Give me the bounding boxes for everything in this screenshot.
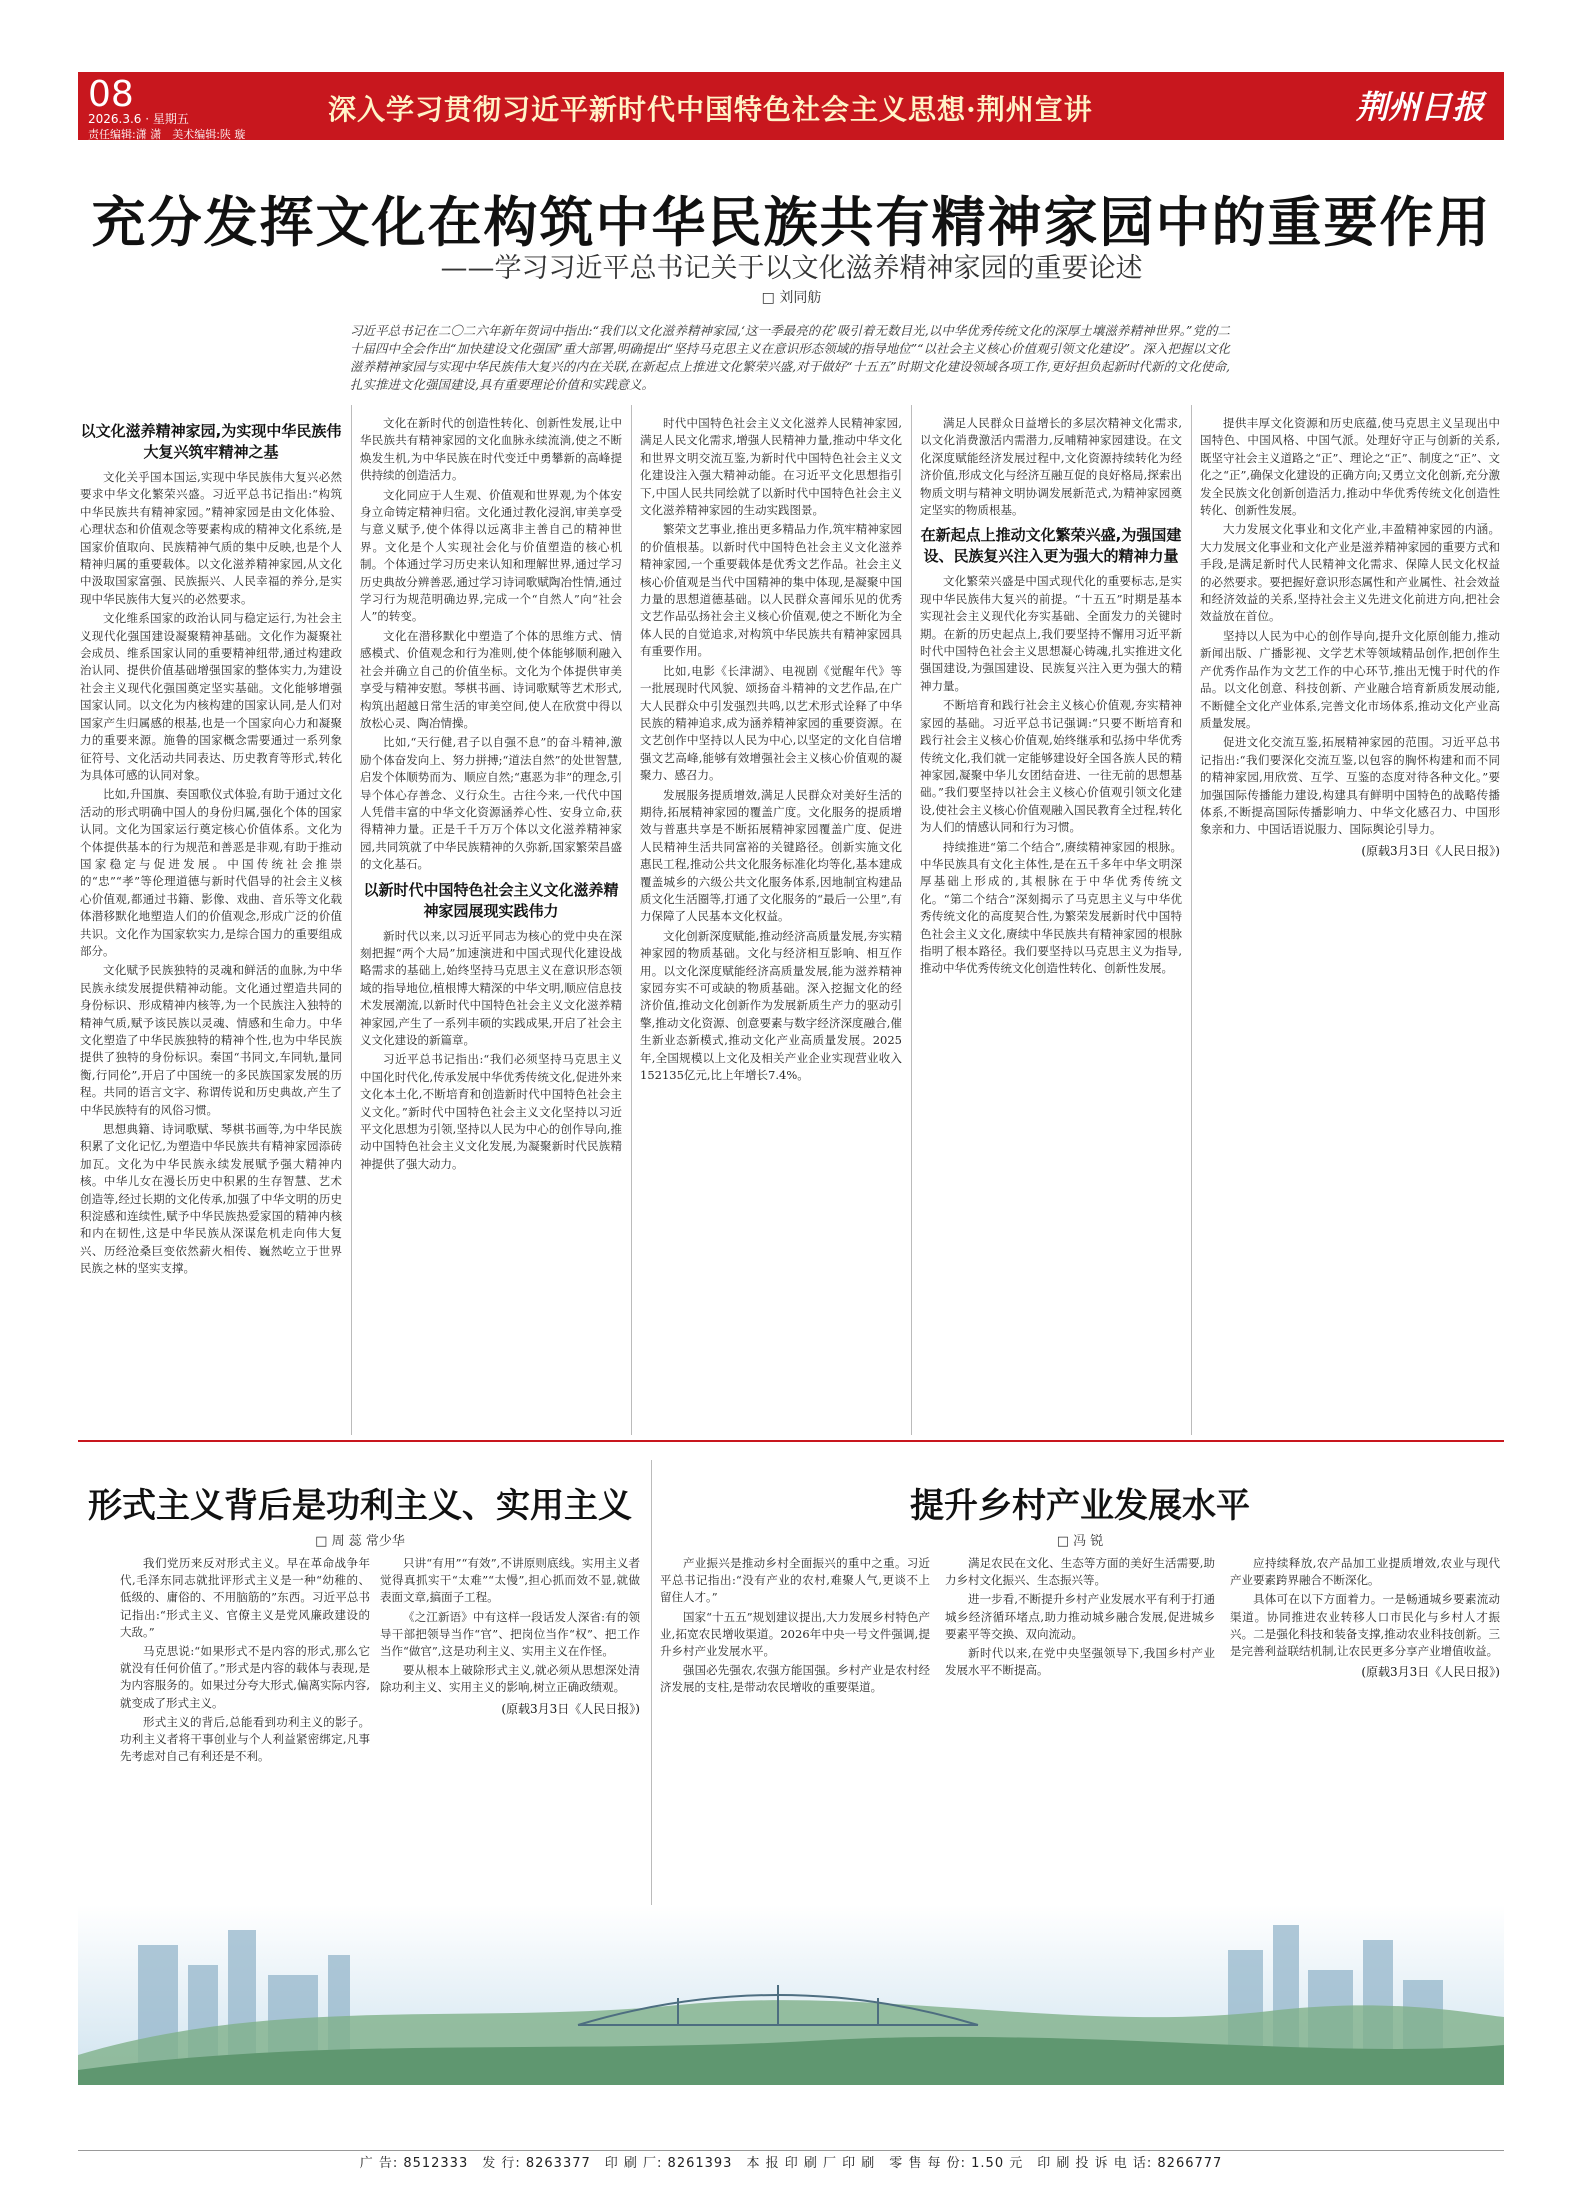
landscape-svg — [78, 1905, 1504, 2085]
article3-author: □ 冯 锐 — [1056, 1534, 1104, 1549]
article3-headline: 提升乡村产业发展水平 — [910, 1486, 1250, 1526]
paragraph: 文化在潜移默化中塑造了个体的思维方式、情感模式、价值观念和行为准则,使个体能够顺利融入社会并确立自己的价值坐标。文化为个体提供审美享受与精神安慰。琴棋书画、诗词歌赋等艺术形式,构筑出超越日常生活的审美空间,使人在欣赏中得以放松心灵、陶冶情操。 — [360, 628, 622, 730]
paragraph: 文化同应于人生观、价值观和世界观,为个体安身立命铸定精神归宿。文化通过教化浸润,审美享受与意义赋予,使个体得以远离非主善自己的精神世界。文化是个人实现社会化与价值塑造的核心机制。个体通过学习历史来认知和理解世界,通过学习历史典故分辨善恶,通过学习诗词歌赋陶冶性情,通过学习行为规范明确边界,完成一个“自然人”向“社会人”的转变。 — [360, 487, 622, 624]
article2-headline: 形式主义背后是功利主义、实用主义 — [88, 1486, 632, 1526]
page-footer: 广 告: 8512333 发 行: 8263377 印 刷 厂: 8261393 本 报 印 刷 厂 印 刷 零 售 每 份: 1.50 元 印 刷 投 诉 电 话: 8266777 — [78, 2150, 1504, 2177]
masthead-logo: 荆州日报 — [1355, 88, 1484, 126]
source-note: (原载3月3日《人民日报》) — [1361, 843, 1500, 858]
paragraph: 比如,“天行健,君子以自强不息”的奋斗精神,激励个体奋发向上、努力拼搏;“道法自然”的处世智慧,启发个体顺势而为、顺应自然;“惠恶为非”的理念,引导个体心存善念、义行众生。古往今来,一代代中国人凭借丰富的中华文化资源涵养心性、安身立命,获得精神力量。正是千千万万个体以文化滋养精神家园,共同筑就了中华民族精神的久弥新,国家繁荣昌盛的文化基石。 — [360, 735, 622, 872]
article2-author: □ 周 蕊 常少华 — [315, 1534, 405, 1549]
paragraph: 文化关乎国本国运,实现中华民族伟大复兴必然要求中华文化繁荣兴盛。习近平总书记指出:“构筑中华民族共有精神家园。”精神家园是由文化体验、心理状态和价值观念等要素构成的精神文化系统,是国家价值取向、民族精神气质的集中反映,也是个人精神归属的重要载体。以文化滋养精神家园,从文化中汲取国家富强、民族振兴、人民幸福的养分,是实现中华民族伟大复兴的必然要求。 — [80, 470, 342, 606]
paragraph: 习近平总书记指出:“我们必须坚持马克思主义中国化时代化,传承发展中华优秀传统文化,促进外来文化本土化,不断培育和创造新时代中国特色社会主义文化。”新时代中国特色社会主义文化坚持以习近平文化思想为引领,坚持以人民为中心的创作导向,推动中国特色社会主义文化发展,为凝聚新时代民族精神提供了强大动力。 — [360, 1052, 622, 1171]
paragraph: 我们党历来反对形式主义。早在革命战争年代,毛泽东同志就批评形式主义是一种“幼稚的、低级的、庸俗的、不用脑筋的”东西。习近平总书记指出:“形式主义、官僚主义是党风廉政建设的大敌。” — [120, 1556, 370, 1639]
page-number: 08 — [88, 74, 134, 115]
paragraph: 文化赋予民族独特的灵魂和鲜活的血脉,为中华民族永续发展提供精神动能。文化通过塑造共同的身份标识、形成精神内核等,为一个民族注入独特的精神气质,赋予该民族以灵魂、情感和生命力。中华文化塑造了中华民族独特的精神个性,也为中华民族提供了独特的身份标识。秦国“书同文,车同轨,量同衡,行同伦”,开启了中国统一的多民族国家发展的历程。共同的语言文字、称谓传说和历史典故,产生了中华民族特有的风俗习惯。 — [80, 963, 342, 1117]
page-header — [78, 72, 1504, 140]
paragraph: 具体可在以下方面着力。一是畅通城乡要素流动渠道。协同推进农业转移人口市民化与乡村人才振兴。二是强化科技和装备支撑,推动农业科技创新。三是完善利益联结机制,让农民更多分享产业增值收益。 — [1230, 1592, 1500, 1659]
source-note: (原载3月3日《人民日报》) — [1361, 1665, 1500, 1680]
source-note: (原载3月3日《人民日报》) — [501, 1701, 640, 1716]
paragraph: 《之江新语》中有这样一段话发人深省:有的领导干部把领导当作“官”、把岗位当作“权”、把工作当作“做官”,这是功利主义、实用主义在作怪。 — [380, 1609, 640, 1659]
paragraph: 提供丰厚文化资源和历史底蕴,使马克思主义呈现出中国特色、中国风格、中国气派。处理好守正与创新的关系,既坚守社会主义道路之“正”、理论之“正”、制度之“正”、文化之“正”,确保文化建设的正确方向;又勇立文化创新,充分激发全民族文化创新创造活力,推动中华优秀传统文化创造性转化、创新性发展。 — [1200, 416, 1500, 518]
paragraph: 思想典籍、诗词歌赋、琴棋书画等,为中华民族积累了文化记忆,为塑造中华民族共有精神家园添砖加瓦。文化为中华民族永续发展赋予强大精神内核。中华儿女在漫长历史中积累的生存智慧、艺术创造等,经过长期的文化传承,加强了中华文明的历史积淀感和连续性,赋予中华民族热爱家国的精神内核和内在韧性,这是中华民族从深谋危机走向伟大复兴、历经沧桑巨变依然薪火相传、巍然屹立于世界民族之林的坚实支撑。 — [80, 1122, 342, 1276]
paragraph: 不断培育和践行社会主义核心价值观,夯实精神家园的基础。习近平总书记强调:“只要不断培育和践行社会主义核心价值观,始终继承和弘扬中华优秀传统文化,我们就一定能够建设好全国各族人民的精神家园,凝聚中华儿女团结奋进、一往无前的思想基础。”我们要坚持以社会主义核心价值观引领文化建设,使社会主义核心价值观融入国民教育全过程,转化为人们的情感认同和行为习惯。 — [920, 698, 1182, 835]
paragraph: 繁荣文艺事业,推出更多精品力作,筑牢精神家园的价值根基。以新时代中国特色社会主义文化滋养精神家园,一个重要载体是优秀文艺作品。社会主义核心价值观是当代中国精神的集中体现,是凝聚中国力量的思想道德基础。以人民群众喜闻乐见的优秀文艺作品弘扬社会主义核心价值观,使之不断化为全体人民的自觉追求,对构筑中华民族共有精神家园具有重要作用。 — [640, 522, 902, 659]
article-column-4 — [920, 415, 1182, 1435]
article-intro: 习近平总书记在二〇二六年新年贺词中指出:“我们以文化滋养精神家园,‘这一季最亮的花’吸引着无数目光,以中华优秀传统文化的深厚土壤滋养精神世界。”党的二十届四中全会作出“加快建设文化强国”重大部署,明确提出“坚持马克思主义在意识形态领域的指导地位”“以社会主义核心价值观引领文化建设”。深入把握以文化滋养精神家园与实现中华民族伟大复兴的内在关联,在新起点上推进文化繁荣兴盛,对于做好“十五五”时期文化建设领域各项工作,更好担负起新时代新的文化使命,扎实推进文化强国建设,具有重要理论价值和实践意义。 — [350, 323, 1230, 392]
article-column-1 — [80, 415, 342, 1435]
section-rule — [78, 1440, 1504, 1442]
paragraph: 满足农民在文化、生态等方面的美好生活需要,助力乡村文化振兴、生态振兴等。 — [945, 1556, 1215, 1588]
section-heading-1: 以文化滋养精神家园,为实现中华民族伟大复兴筑牢精神之基 — [80, 422, 342, 461]
paragraph: 比如,电影《长津湖》、电视剧《觉醒年代》等一批展现时代风貌、颂扬奋斗精神的文艺作品,在广大人民群众中引发强烈共鸣,以艺术形式诠释了中华民族的精神追求,成为涵养精神家园的重要资源。在文艺创作中坚持以人民为中心,以坚定的文化自信增强文艺高峰,能够有效增强社会主义核心价值观的凝聚力、感召力。 — [640, 663, 902, 783]
paragraph: 要从根本上破除形式主义,就必须从思想深处清除功利主义、实用主义的影响,树立正确政绩观。 — [380, 1663, 640, 1695]
article-column-2 — [360, 415, 622, 1435]
editors-credit: 责任编辑:潇 潇 美术编辑:陕 璇 — [88, 128, 246, 141]
column-divider — [351, 405, 352, 1435]
paragraph: 促进文化交流互鉴,拓展精神家园的范围。习近平总书记指出:“我们要深化交流互鉴,以包容的胸怀构建和而不同的精神家园,用欣赏、互学、互鉴的态度对待各种文化。”要加强国际传播能力建设,构建具有鲜明中国特色的战略传播体系,不断提高国际传播影响力、中华文化感召力、中国形象亲和力、中国话语说服力、国际舆论引导力。 — [1200, 735, 1500, 837]
paragraph: 时代中国特色社会主义文化滋养人民精神家园,满足人民文化需求,增强人民精神力量,推动中华文化和世界文明交流互鉴,为新时代中国特色社会主义文化建设注入强大精神动能。在习近平文化思想指引下,中国人民共同绘就了以新时代中国特色社会主义文化滋养精神家园的生动实践图景。 — [640, 416, 902, 518]
paragraph: 新时代以来,在党中央坚强领导下,我国乡村产业发展水平不断提高。 — [945, 1646, 1215, 1678]
paragraph: 文化繁荣兴盛是中国式现代化的重要标志,是实现中华民族伟大复兴的前提。“十五五”时期是基本实现社会主义现代化夯实基础、全面发力的关键时期。在新的历史起点上,我们要坚持不懈用习近平新时代中国特色社会主义思想凝心铸魂,扎实推进文化强国建设,为强国建设、民族复兴注入更为强大的精神力量。 — [920, 574, 1182, 693]
column-divider — [911, 405, 912, 1435]
article-column-3 — [640, 415, 902, 1435]
paragraph: 新时代以来,以习近平同志为核心的党中央在深刻把握“两个大局”加速演进和中国式现代化建设战略需求的基础上,始终坚持马克思主义在意识形态领域的指导地位,植根博大精深的中华文明,顺应信息技术发展潮流,以新时代中国特色社会主义文化滋养精神家园,产生了一系列丰硕的实践成果,开启了社会主义文化建设的新篇章。 — [360, 928, 622, 1047]
section-heading-2: 以新时代中国特色社会主义文化滋养精神家园展现实践伟力 — [363, 880, 619, 920]
issue-date: 2026.3.6 · 星期五 — [88, 112, 189, 126]
paragraph: 形式主义的背后,总能看到功利主义的影子。功利主义者将干事创业与个人利益紧密绑定,凡事先考虑对自己有利还是不利。 — [120, 1714, 370, 1764]
paragraph: 发展服务提质增效,满足人民群众对美好生活的期待,拓展精神家园的覆盖广度。文化服务的提质增效与普惠共享是不断拓展精神家园覆盖广度、促进人民精神生活共同富裕的关键路径。创新实施文化惠民工程,推动公共文化服务标准化均等化,基本建成覆盖城乡的六级公共文化服务体系,因地制宜构建品质文化生活圈等,打通了文化服务的“最后一公里”,有力保障了人民基本文化权益。 — [640, 787, 902, 924]
column-divider — [1191, 405, 1192, 1435]
paragraph: 国家“十五五”规划建议提出,大力发展乡村特色产业,拓宽农民增收渠道。2026年中央一号文件强调,提升乡村产业发展水平。 — [660, 1609, 930, 1659]
paragraph: 强国必先强农,农强方能国强。乡村产业是农村经济发展的支柱,是带动农民增收的重要渠道。 — [660, 1663, 930, 1695]
main-author: □ 刘同舫 — [761, 290, 822, 306]
paragraph: 马克思说:“如果形式不是内容的形式,那么它就没有任何价值了。”形式是内容的载体与表现,是为内容服务的。如果过分夸大形式,偏离实际内容,就变成了形式主义。 — [120, 1644, 370, 1710]
paragraph: 只讲“有用”“有效”,不讲原则底线。实用主义者觉得真抓实干“太难”“太慢”,担心抓而效不显,就做表面文章,搞面子工程。 — [380, 1556, 640, 1605]
column-divider — [631, 405, 632, 1435]
paragraph: 进一步看,不断提升乡村产业发展水平有利于打通城乡经济循环堵点,助力推动城乡融合发展,促进城乡要素平等交换、双向流动。 — [945, 1592, 1215, 1641]
paragraph: 坚持以人民为中心的创作导向,提升文化原创能力,推动新闻出版、广播影视、文学艺术等领域精品创作,把创作生产优秀作品作为文艺工作的中心环节,推出无愧于时代的作品。以文化创意、科技创新、产业融合培育新质发展动能,不断健全文化产业体系,完善文化市场体系,推动文化产业高质量发展。 — [1200, 628, 1500, 730]
paragraph: 文化在新时代的创造性转化、创新性发展,让中华民族共有精神家园的文化血脉永续流淌,使之不断焕发生机,为中华民族在时代变迁中勇攀新的高峰提供持续的创造活力。 — [360, 416, 622, 483]
paragraph: 比如,升国旗、奏国歌仪式体验,有助于通过文化活动的形式明确中国人的身份归属,强化个体的国家认同。文化为国家运行奠定核心价值体系。文化为个体提供基本的行为规范和善恶是非观,有助于推动国家稳定与促进发展。中国传统社会推崇的“忠”“孝”等伦理道德与新时代倡导的社会主义核心价值观,都通过书籍、影像、戏曲、音乐等文化载体潜移默化地塑造人们的价值观念,形成广泛的价值共识。文化作为国家软实力,是综合国力的重要组成部分。 — [80, 787, 342, 958]
column-divider — [651, 1460, 652, 1910]
decorative-landscape-illustration — [78, 1905, 1504, 2085]
paragraph: 持续推进“第二个结合”,赓续精神家园的根脉。中华民族具有文化主体性,是在五千多年中华文明深厚基础上形成的,其根脉在于中华优秀传统文化。“第二个结合”深刻揭示了马克思主义与中华优秀传统文化的高度契合性,为繁荣发展新时代中国特色社会主义文化,赓续中华民族共有精神家园的根脉指明了根本路径。我们要坚持以马克思主义为指导,推动中华优秀传统文化创造性转化、创新性发展。 — [920, 839, 1182, 976]
paragraph: 大力发展文化事业和文化产业,丰盈精神家园的内涵。大力发展文化事业和文化产业是滋养精神家园的重要方式和手段,是满足新时代人民精神文化需求、保障人民文化权益的必然要求。要把握好意识形态属性和产业属性、社会效益和经济效益的关系,坚持社会主义先进文化前进方向,把社会效益放在首位。 — [1200, 522, 1500, 624]
section-heading-3: 在新起点上推动文化繁荣兴盛,为强国建设、民族复兴注入更为强大的精神力量 — [920, 526, 1182, 566]
paragraph: 应持续释放,农产品加工业提质增效,农业与现代产业要素跨界融合不断深化。 — [1230, 1556, 1500, 1588]
paragraph: 满足人民群众日益增长的多层次精神文化需求,以文化消费激活内需潜力,反哺精神家园建设。在文化深度赋能经济发展过程中,文化资源持续转化为经济价值,形成文化与经济互融互促的良好格局,探索出物质文明与精神文明协调发展新范式,为精神家园奠定坚实的物质根基。 — [920, 416, 1182, 518]
paragraph: 文化维系国家的政治认同与稳定运行,为社会主义现代化强国建设凝聚精神基础。文化作为凝聚社会成员、维系国家认同的重要精神纽带,通过构建政治认同、提供价值基础增强国家的整体实力,为建设社会主义现代化强国奠定坚实基础。文化能够增强国家认同。以文化为内核构建的国家认同,是人们对国家产生归属感的根基,也是一个国家向心力和凝聚力的重要来源。施鲁的国家概念需要通过一系列象征符号、文化活动共同表达、历史教育等形式,转化为具体可感的认同对象。 — [80, 611, 342, 782]
paragraph: 文化创新深度赋能,推动经济高质量发展,夯实精神家园的物质基础。文化与经济相互影响、相互作用。以文化深度赋能经济高质量发展,能为滋养精神家园夯实不可或缺的物质基础。深入挖掘文化的经济价值,推动文化创新作为发展新质生产力的驱动引擎,推动文化资源、创意要素与数字经济深度融合,催生新业态新模式,推动文化产业高质量发展。2025年,全国规模以上文化及相关产业企业实现营业收入152135亿元,比上年增长7.4%。 — [640, 928, 902, 1083]
article-column-5 — [1200, 415, 1500, 1435]
paragraph: 产业振兴是推动乡村全面振兴的重中之重。习近平总书记指出:“没有产业的农村,难聚人气,更谈不上留住人才。” — [660, 1556, 930, 1605]
main-headline: 充分发挥文化在构筑中华民族共有精神家园中的重要作用 — [91, 190, 1492, 254]
section-banner: 深入学习贯彻习近平新时代中国特色社会主义思想·荆州宣讲 — [328, 93, 1093, 126]
main-subheadline: ——学习习近平总书记关于以文化滋养精神家园的重要论述 — [440, 253, 1143, 284]
